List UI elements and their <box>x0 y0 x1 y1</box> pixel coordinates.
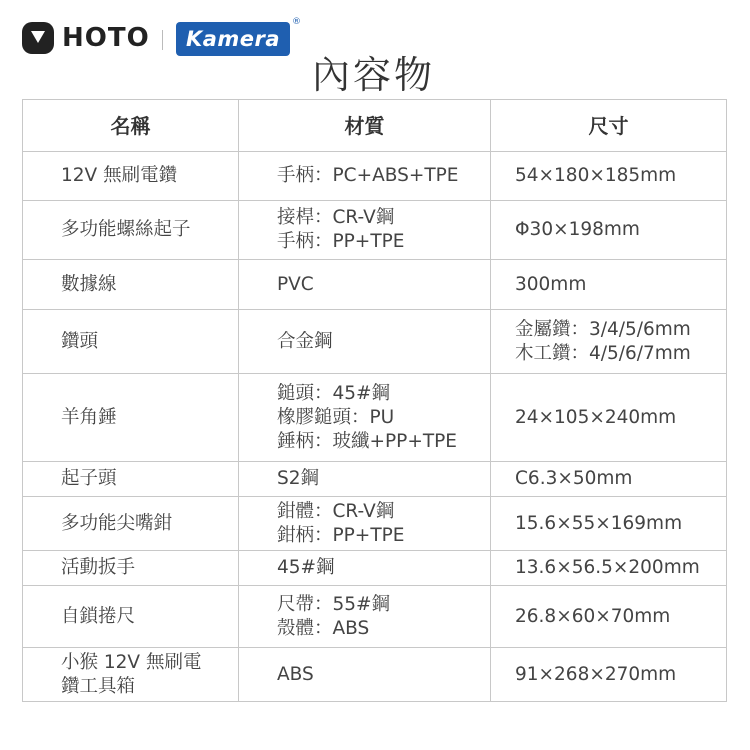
cell-material-line: 橡膠鎚頭：PU <box>277 406 395 428</box>
hoto-wordmark: HOTO <box>62 23 150 53</box>
cell-size-line: 13.6×56.5×200mm <box>515 557 700 578</box>
cell-size-line: Φ30×198mm <box>515 219 640 240</box>
cell-material-line: 45#鋼 <box>277 557 335 578</box>
cell-material-line: 錘柄：玻纖+PP+TPE <box>277 430 457 452</box>
cell-material-line: ABS <box>277 663 314 685</box>
cell-name-line: 12V 無刷電鑽 <box>61 165 178 186</box>
cell-size <box>491 462 727 497</box>
cell-name <box>23 648 239 702</box>
cell-size-line: 91×268×270mm <box>515 663 677 685</box>
cell-size-line: 24×105×240mm <box>515 406 677 428</box>
cell-name-line: 鑽頭 <box>61 330 99 352</box>
cell-material <box>239 201 491 260</box>
cell-size-line: 300mm <box>515 273 587 295</box>
cell-size <box>491 586 727 648</box>
cell-material-line: 手柄：PC+ABS+TPE <box>277 165 459 186</box>
cell-name-line: 多功能尖嘴鉗 <box>61 512 173 534</box>
cell-size-line: C6.3×50mm <box>515 468 633 489</box>
hoto-logo <box>22 22 150 54</box>
header-material: 材質 <box>239 100 491 152</box>
cell-size-line: 木工鑽：4/5/6/7mm <box>515 342 691 364</box>
cell-name <box>23 462 239 497</box>
cell-name <box>23 551 239 586</box>
table-row <box>23 152 727 201</box>
table-row <box>23 374 727 462</box>
cell-size <box>491 201 727 260</box>
kamera-logo <box>176 22 290 56</box>
cell-name <box>23 497 239 551</box>
cell-size <box>491 551 727 586</box>
cell-material-line: 殼體：ABS <box>277 617 370 639</box>
cell-size <box>491 648 727 702</box>
cell-name-line: 活動扳手 <box>61 557 136 578</box>
header-size: 尺寸 <box>491 100 727 152</box>
cell-material-line: 手柄：PP+TPE <box>277 231 405 252</box>
cell-name-line: 羊角錘 <box>61 406 117 428</box>
cell-material <box>239 374 491 462</box>
cell-material <box>239 551 491 586</box>
cell-name <box>23 201 239 260</box>
cell-size <box>491 374 727 462</box>
cell-name <box>23 260 239 310</box>
cell-name-line: 數據線 <box>61 273 117 295</box>
cell-size-line: 金屬鑽：3/4/5/6mm <box>515 318 691 340</box>
cell-material-line: 合金鋼 <box>277 330 333 352</box>
cell-name-line: 多功能螺絲起子 <box>61 219 191 240</box>
cell-material-line: 鎚頭：45#鋼 <box>277 382 391 404</box>
registered-mark: ® <box>292 17 301 27</box>
cell-material <box>239 152 491 201</box>
cell-size <box>491 260 727 310</box>
table-row <box>23 586 727 648</box>
cell-size <box>491 152 727 201</box>
cell-name <box>23 586 239 648</box>
brand-divider <box>162 30 163 50</box>
cell-material-line: 鉗體：CR-V鋼 <box>277 500 395 522</box>
cell-material <box>239 586 491 648</box>
cell-name-line: 自鎖捲尺 <box>61 605 136 627</box>
table-header-row <box>23 100 727 152</box>
table-row <box>23 462 727 497</box>
page-title: 內容物 <box>312 53 436 97</box>
table-row <box>23 310 727 374</box>
table-row <box>23 201 727 260</box>
cell-size-line: 15.6×55×169mm <box>515 512 683 534</box>
contents-table <box>22 99 727 702</box>
cell-name <box>23 374 239 462</box>
cell-material <box>239 497 491 551</box>
cell-size <box>491 497 727 551</box>
table-row <box>23 648 727 702</box>
table-row <box>23 260 727 310</box>
cell-material <box>239 462 491 497</box>
cell-material-line: 鉗柄：PP+TPE <box>277 524 405 546</box>
cell-name-line: 鑽工具箱 <box>61 675 136 697</box>
cell-material-line: 接桿：CR-V鋼 <box>277 207 395 228</box>
cell-name <box>23 152 239 201</box>
cell-size <box>491 310 727 374</box>
table-row <box>23 497 727 551</box>
cell-name-line: 小猴 12V 無刷電 <box>61 651 202 673</box>
cell-name-line: 起子頭 <box>61 468 117 489</box>
hoto-logo-icon <box>22 22 54 54</box>
table-row <box>23 551 727 586</box>
cell-material <box>239 260 491 310</box>
cell-material-line: S2鋼 <box>277 468 320 489</box>
cell-material-line: 尺帶：55#鋼 <box>277 593 391 615</box>
header-name: 名稱 <box>23 100 239 152</box>
cell-size-line: 26.8×60×70mm <box>515 605 671 627</box>
cell-name <box>23 310 239 374</box>
cell-material <box>239 648 491 702</box>
cell-material-line: PVC <box>277 273 314 295</box>
cell-material <box>239 310 491 374</box>
kamera-wordmark: Kamera <box>185 27 281 51</box>
cell-size-line: 54×180×185mm <box>515 165 677 186</box>
